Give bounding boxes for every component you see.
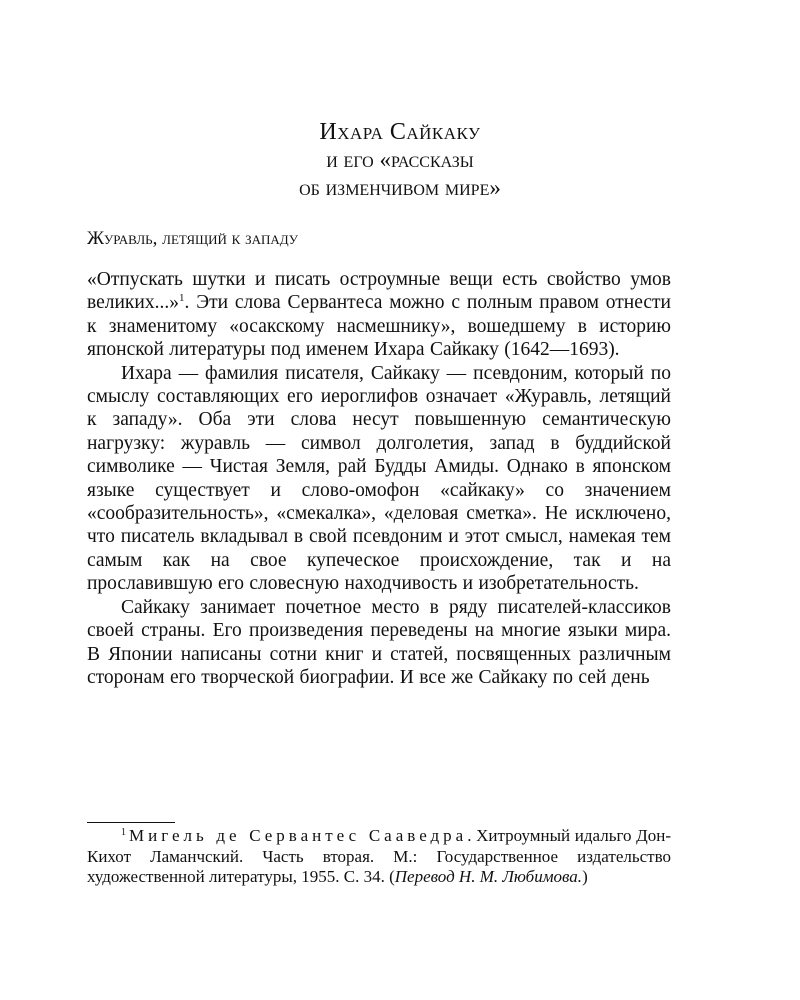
footnote-reference[interactable]: 1 — [178, 292, 185, 305]
chapter-title-line-2: и его «рассказы — [326, 147, 474, 172]
section-heading: Журавль, летящий к западу — [87, 228, 298, 249]
body-text — [87, 268, 671, 689]
footnote-mark: 1 — [121, 827, 126, 838]
paragraph-3: Сайкаку занимает почетное место в ряду писателей-классиков своей страны. Его произведения переведены на многие языки мира. В Японии написаны сотни книг и статей, посвященных различным сторонам его творческой биографии. И все же Сайкаку по сей день — [87, 596, 671, 688]
footnote-close: ) — [582, 867, 588, 886]
chapter-title — [0, 118, 800, 202]
paragraph-1 — [87, 268, 671, 362]
footnote-author: Мигель де Сервантес Сааведра — [129, 826, 468, 845]
chapter-title-line-3: об изменчивом мире» — [299, 175, 501, 200]
paragraph-1-text-a: «Отпускать шутки и писать остроумные вещи есть свойство умов великих...» — [87, 269, 671, 314]
footnote-text — [87, 826, 671, 888]
chapter-title-line-1: Ихара Сайкаку — [319, 119, 481, 145]
paragraph-1-text-b: . Эти слова Сервантеса можно с полным правом отнести к знаменитому «осакскому насмешнику», вошедшему в историю японской литературы под именем Ихара Сайкаку (1642—1693). — [87, 292, 671, 361]
footnote-divider — [87, 822, 175, 823]
footnote-citation: . Хитроумный идальго Дон-Кихот Ламанчский. Часть вторая. М.: Государственное издательство художественной литературы, 1955. С. 34. ( — [87, 826, 671, 886]
paragraph-2: Ихара — фамилия писателя, Сайкаку — псевдоним, который по смыслу составляющих его иероглифов означает «Журавль, летящий к западу». Оба эти слова несут повышенную семантическую нагрузку: журавль — символ долголетия, запад в буддийской символике — Чистая Земля, рай Будды Амиды. Однако в японском языке существует и слово-омофон «сайкаку» со значением «сообразительность», «смекалка», «деловая сметка». Не исключено, что писатель вкладывал в свой псевдоним и этот смысл, намекая тем самым как на свое купеческое происхождение, так и на прославившую его словесную находчивость и изобретательность. — [87, 362, 671, 595]
footnote — [87, 826, 671, 888]
footnote-translator: Перевод Н. М. Любимова. — [394, 867, 583, 886]
